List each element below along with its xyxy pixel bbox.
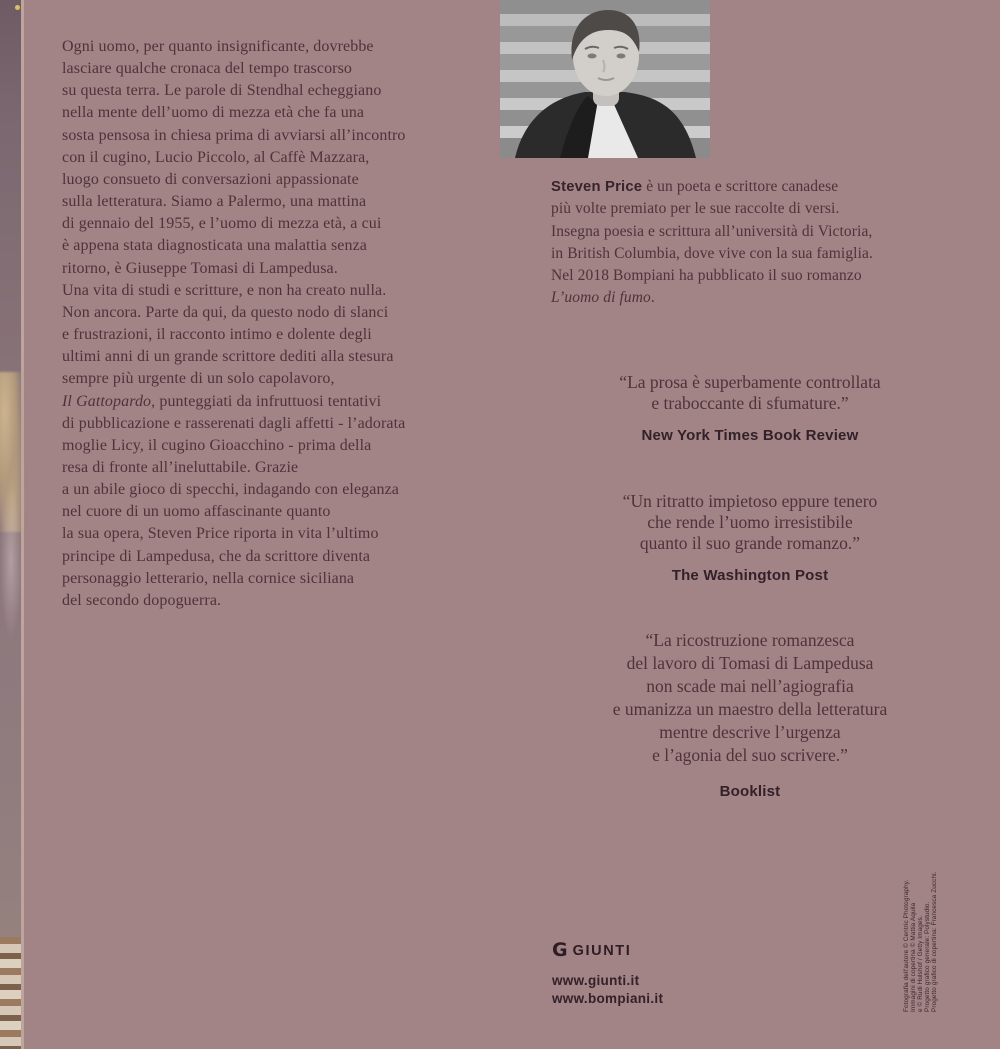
review-quote-nyt: [530, 372, 970, 446]
text-line: più volte premiato per le sue raccolte di versi.: [551, 200, 840, 218]
text-line: in British Columbia, dove vive con la sua famiglia.: [551, 244, 873, 262]
text-line: e © Rudi Hulshof / Getty Images.: [917, 915, 924, 1012]
publisher-block: [552, 941, 663, 1008]
text-line: lasciare qualche cronaca del tempo trascorso: [62, 60, 353, 78]
quote-source: New York Times Book Review: [641, 427, 859, 444]
text-line: Progetto grafico di copertina: Francesca Zucchi.: [931, 871, 938, 1012]
publisher-wordmark: GIUNTI: [572, 942, 632, 959]
quote-source: Booklist: [719, 783, 781, 800]
text-line: Una vita di studi e scritture, e non ha creato nulla.: [62, 281, 387, 299]
text-line: moglie Licy, il cugino Gioacchino - prima della: [62, 436, 372, 454]
text-line: Non ancora. Parte da qui, da questo nodo di slanci: [62, 303, 389, 321]
review-quote-washington-post: [530, 491, 970, 586]
text-line: Fotografia dell’autore © Centric Photography.: [903, 879, 910, 1012]
text-line: con il cugino, Lucio Piccolo, al Caffè Mazzara,: [62, 148, 370, 166]
text-line: Insegna poesia e scrittura all’università di Victoria,: [551, 222, 873, 240]
text-line: “Un ritratto impietoso eppure tenero: [622, 491, 878, 511]
giunti-logo-icon: G: [552, 939, 568, 961]
text-line: e frustrazioni, il racconto intimo e dolente degli: [62, 326, 372, 344]
text-line: “La prosa è superbamente controllata: [619, 372, 881, 392]
text-line: a un abile gioco di specchi, indagando con eleganza: [62, 481, 399, 499]
text-line: principe di Lampedusa, che da scrittore diventa: [62, 547, 371, 565]
quote-text: [530, 629, 970, 767]
text-line: Nel 2018 Bompiani ha pubblicato il suo romanzo: [551, 267, 862, 285]
text-line: del lavoro di Tomasi di Lampedusa: [626, 653, 874, 673]
publisher-urls: [552, 972, 663, 1008]
text-line: Ogni uomo, per quanto insignificante, dovrebbe: [62, 38, 374, 55]
corner-speck: [15, 5, 20, 10]
text-line: nel cuore di un uomo affascinante quanto: [62, 503, 331, 521]
author-bio: [551, 176, 991, 310]
text-line: resa di fronte all’ineluttabile. Grazie: [62, 458, 299, 476]
text-line: www.bompiani.it: [552, 991, 664, 1006]
quote-text: [530, 491, 970, 554]
text-line: sosta pensosa in chiesa prima di avviarsi all’incontro: [62, 126, 406, 144]
text-line: “La ricostruzione romanzesca: [645, 630, 855, 650]
text-line: www.giunti.it: [552, 973, 640, 988]
light-blob: [0, 480, 22, 640]
text-line: del secondo dopoguerra.: [62, 591, 222, 609]
text-line: luogo consueto di conversazioni appassionate: [62, 170, 359, 188]
review-quote-booklist: [530, 629, 970, 803]
text-line: L’uomo di fumo.: [551, 289, 655, 307]
text-line: è appena stata diagnosticata una malattia senza: [62, 237, 368, 255]
text-line: di gennaio del 1955, e l’uomo di mezza età, a cui: [62, 215, 382, 233]
text-line: su questa terra. Le parole di Stendhal echeggiano: [62, 82, 382, 100]
text-line: non scade mai nell’agiografia: [646, 676, 854, 696]
text-line: la sua opera, Steven Price riporta in vita l’ultimo: [62, 525, 379, 543]
text-line: sempre più urgente di un solo capolavoro,: [62, 370, 335, 388]
text-line: di pubblicazione e rasserenati dagli affetti - l’adorata: [62, 414, 406, 432]
author-photo: [500, 0, 710, 158]
text-line: nella mente dell’uomo di mezza età che fa una: [62, 104, 365, 122]
text-line: mentre descrive l’urgenza: [659, 722, 841, 742]
quote-text: [530, 372, 970, 414]
credits-vertical-text: [903, 840, 939, 1012]
text-line: personaggio letterario, nella cornice siciliana: [62, 569, 355, 587]
text-line: ultimi anni di un grande scrittore dediti alla stesura: [62, 348, 394, 366]
text-line: Il Gattopardo, punteggiati da infruttuosi tentativi: [62, 392, 382, 410]
text-line: sulla letteratura. Siamo a Palermo, una mattina: [62, 193, 367, 211]
text-line: e umanizza un maestro della letteratura: [612, 699, 888, 719]
striped-detail: [0, 937, 21, 1049]
text-line: che rende l’uomo irresistibile: [647, 512, 853, 532]
text-line: Steven Price è un poeta e scrittore canadese: [551, 178, 839, 195]
text-line: e traboccante di sfumature.”: [651, 393, 849, 413]
quote-source: The Washington Post: [671, 567, 829, 584]
synopsis-text: [62, 36, 502, 612]
text-line: Progetto grafico generale: Polystudio.: [924, 901, 931, 1012]
text-line: e l’agonia del suo scrivere.”: [652, 745, 848, 765]
text-line: Immagini di copertina © Mattia Aquila: [910, 902, 917, 1012]
publisher-logo-row: [552, 941, 663, 960]
author-photo-graphic: [500, 0, 710, 158]
front-cover-edge: [0, 0, 24, 1049]
text-line: ritorno, è Giuseppe Tomasi di Lampedusa.: [62, 259, 338, 277]
text-line: quanto il suo grande romanzo.”: [639, 533, 861, 553]
